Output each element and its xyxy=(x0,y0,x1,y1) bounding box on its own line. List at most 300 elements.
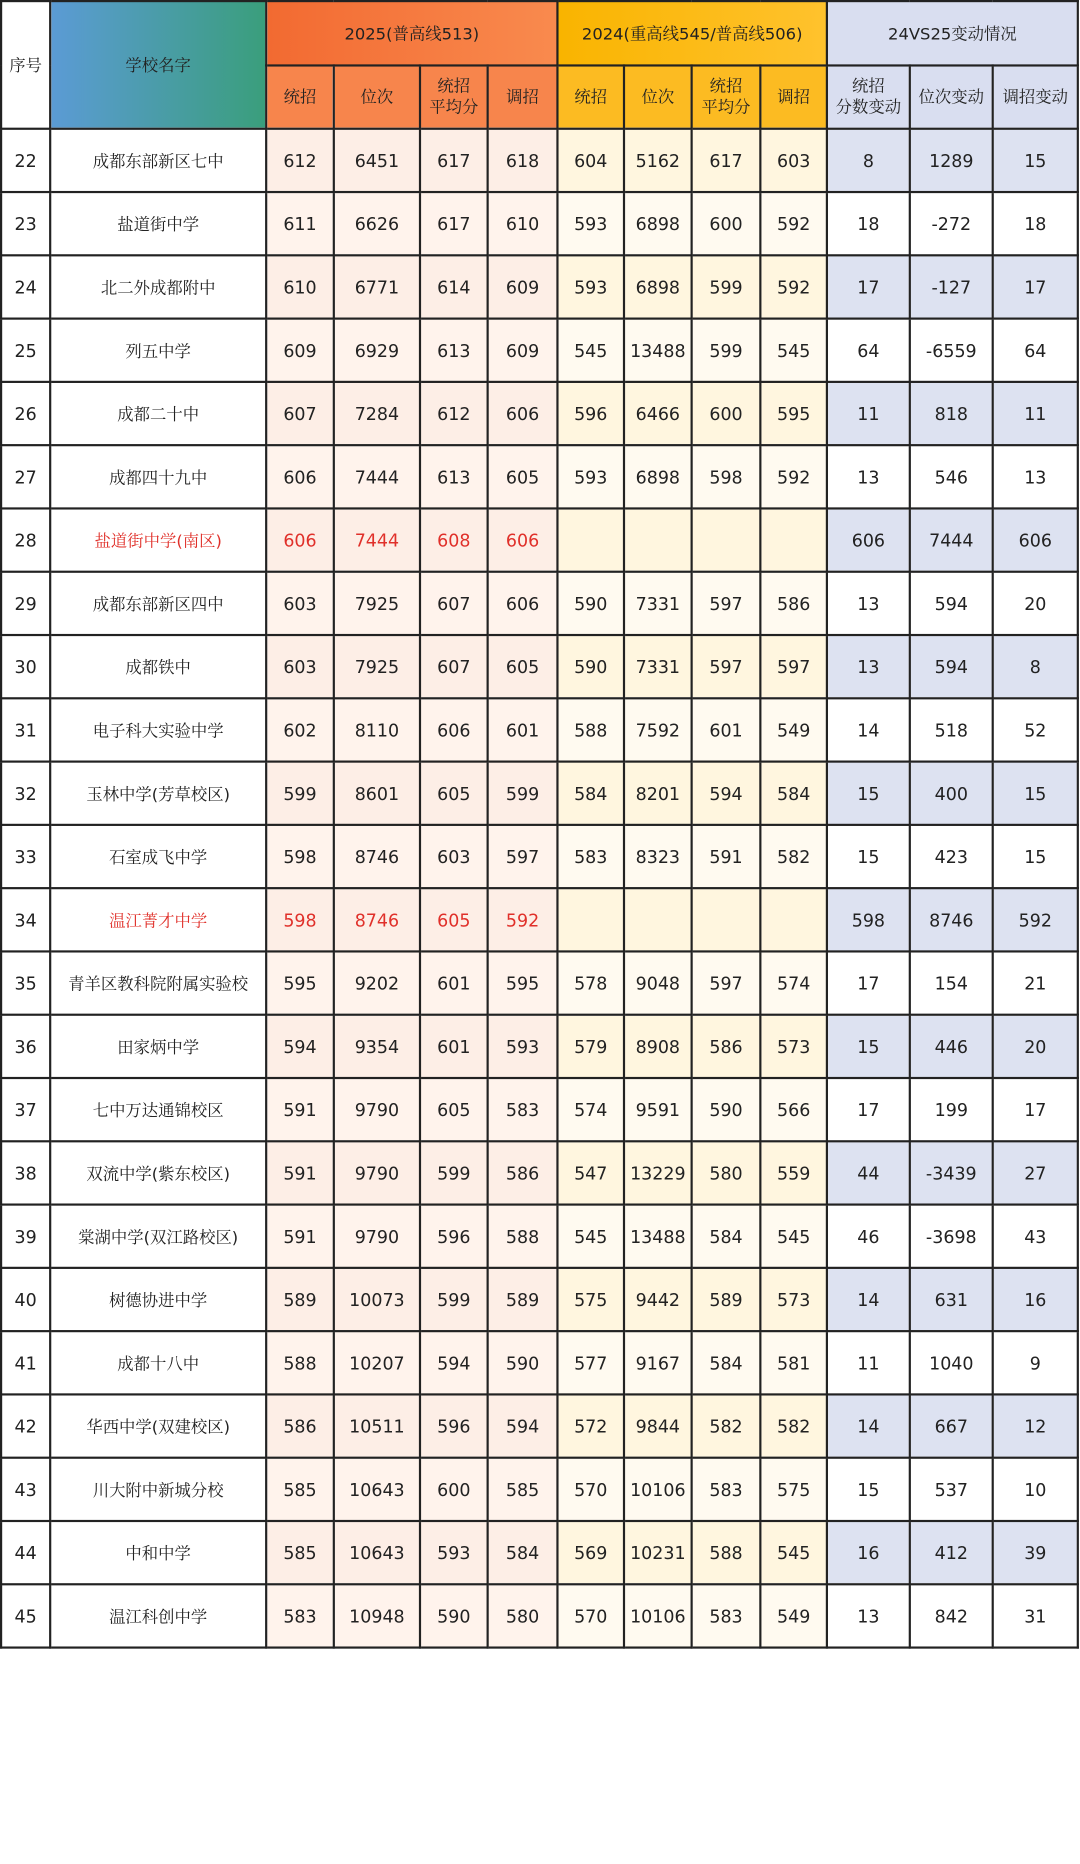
cell-2025-rank: 6929 xyxy=(334,319,420,382)
row-seq: 37 xyxy=(1,1078,50,1141)
table-row xyxy=(1,762,1078,825)
row-school-name: 北二外成都附中 xyxy=(50,255,266,318)
cell-2025-tiaozhao: 597 xyxy=(488,825,558,888)
cell-2025-avg: 603 xyxy=(420,825,488,888)
cell-2024-avg: 601 xyxy=(692,698,761,761)
cell-2024-tiaozhao: 549 xyxy=(760,1584,827,1647)
table-row xyxy=(1,192,1078,255)
table-row xyxy=(1,255,1078,318)
table-row xyxy=(1,1521,1078,1584)
cell-2025-avg: 594 xyxy=(420,1331,488,1394)
cell-2025-tiaozhao: 586 xyxy=(488,1141,558,1204)
cell-2025-avg: 600 xyxy=(420,1458,488,1521)
cell-cmp-tiaozhao-change: 20 xyxy=(993,572,1078,635)
cell-cmp-rank-change: 7444 xyxy=(910,508,993,571)
cell-cmp-rank-change: 154 xyxy=(910,951,993,1014)
cell-cmp-rank-change: -3698 xyxy=(910,1205,993,1268)
row-school-name: 七中万达通锦校区 xyxy=(50,1078,266,1141)
cell-cmp-score-change: 11 xyxy=(827,382,910,445)
cell-cmp-tiaozhao-change: 8 xyxy=(993,635,1078,698)
cell-2024-tiaozhao: 575 xyxy=(760,1458,827,1521)
cell-2025-tiaozhao: 580 xyxy=(488,1584,558,1647)
cell-2025-tongzhao: 598 xyxy=(266,825,334,888)
cell-cmp-score-change: 44 xyxy=(827,1141,910,1204)
cell-2024-tiaozhao: 582 xyxy=(760,1394,827,1457)
cell-2025-rank: 10511 xyxy=(334,1394,420,1457)
cell-2025-rank: 7444 xyxy=(334,508,420,571)
cell-2024-avg: 584 xyxy=(692,1331,761,1394)
cell-2024-avg: 584 xyxy=(692,1205,761,1268)
cell-2024-tongzhao: 593 xyxy=(557,255,624,318)
cell-cmp-tiaozhao-change: 11 xyxy=(993,382,1078,445)
cell-2024-rank: 7592 xyxy=(624,698,692,761)
cell-2025-rank: 10643 xyxy=(334,1458,420,1521)
cell-2024-tongzhao: 583 xyxy=(557,825,624,888)
cell-2025-avg: 617 xyxy=(420,192,488,255)
cell-2024-rank: 10106 xyxy=(624,1458,692,1521)
table-row xyxy=(1,445,1078,508)
cell-2024-rank: 10231 xyxy=(624,1521,692,1584)
cell-2025-tiaozhao: 584 xyxy=(488,1521,558,1584)
cell-2024-tongzhao: 569 xyxy=(557,1521,624,1584)
cell-2024-avg: 586 xyxy=(692,1015,761,1078)
cell-2024-tiaozhao: 603 xyxy=(760,129,827,192)
cell-cmp-score-change: 17 xyxy=(827,255,910,318)
cell-cmp-score-change: 8 xyxy=(827,129,910,192)
cell-2025-tongzhao: 586 xyxy=(266,1394,334,1457)
cell-cmp-score-change: 13 xyxy=(827,1584,910,1647)
cell-cmp-tiaozhao-change: 17 xyxy=(993,255,1078,318)
cell-2025-tongzhao: 606 xyxy=(266,508,334,571)
cell-2024-tongzhao: 593 xyxy=(557,192,624,255)
row-seq: 45 xyxy=(1,1584,50,1647)
cell-cmp-tiaozhao-change: 31 xyxy=(993,1584,1078,1647)
table-row xyxy=(1,951,1078,1014)
cell-2025-tongzhao: 591 xyxy=(266,1078,334,1141)
cell-cmp-score-change: 598 xyxy=(827,888,910,951)
cell-2025-avg: 601 xyxy=(420,1015,488,1078)
cell-2024-tiaozhao xyxy=(760,888,827,951)
cell-2025-rank: 8746 xyxy=(334,888,420,951)
cell-cmp-score-change: 15 xyxy=(827,1458,910,1521)
header-group-2025: 2025(普高线513) xyxy=(266,1,557,65)
table-row xyxy=(1,1015,1078,1078)
header-2025-rank: 位次 xyxy=(334,65,420,128)
cell-2025-tongzhao: 607 xyxy=(266,382,334,445)
cell-cmp-score-change: 15 xyxy=(827,1015,910,1078)
row-seq: 38 xyxy=(1,1141,50,1204)
cell-cmp-tiaozhao-change: 43 xyxy=(993,1205,1078,1268)
cell-2024-tiaozhao: 573 xyxy=(760,1015,827,1078)
cell-cmp-score-change: 13 xyxy=(827,572,910,635)
cell-cmp-tiaozhao-change: 27 xyxy=(993,1141,1078,1204)
cell-2024-tiaozhao: 559 xyxy=(760,1141,827,1204)
table-row xyxy=(1,508,1078,571)
cell-2025-avg: 614 xyxy=(420,255,488,318)
cell-2024-rank: 9591 xyxy=(624,1078,692,1141)
row-school-name: 成都东部新区七中 xyxy=(50,129,266,192)
cell-2025-avg: 608 xyxy=(420,508,488,571)
cell-2024-rank: 13488 xyxy=(624,1205,692,1268)
cell-cmp-score-change: 64 xyxy=(827,319,910,382)
cell-2024-tiaozhao: 592 xyxy=(760,192,827,255)
cell-cmp-score-change: 17 xyxy=(827,951,910,1014)
row-school-name: 盐道街中学 xyxy=(50,192,266,255)
table-row xyxy=(1,129,1078,192)
row-school-name: 玉林中学(芳草校区) xyxy=(50,762,266,825)
cell-2024-tongzhao: 545 xyxy=(557,1205,624,1268)
cell-2024-tongzhao: 584 xyxy=(557,762,624,825)
cell-cmp-rank-change: 199 xyxy=(910,1078,993,1141)
row-school-name: 温江科创中学 xyxy=(50,1584,266,1647)
cell-2024-rank: 6898 xyxy=(624,445,692,508)
cell-2024-tiaozhao: 592 xyxy=(760,255,827,318)
cell-cmp-score-change: 14 xyxy=(827,1394,910,1457)
table-row xyxy=(1,888,1078,951)
cell-2024-tongzhao: 578 xyxy=(557,951,624,1014)
cell-2025-tiaozhao: 599 xyxy=(488,762,558,825)
cell-2024-tongzhao: 590 xyxy=(557,635,624,698)
cell-cmp-score-change: 15 xyxy=(827,762,910,825)
table-row xyxy=(1,319,1078,382)
row-school-name: 成都铁中 xyxy=(50,635,266,698)
cell-2025-tongzhao: 603 xyxy=(266,635,334,698)
header-2024-tiaozhao: 调招 xyxy=(760,65,827,128)
cell-2024-avg: 599 xyxy=(692,255,761,318)
header-seq: 序号 xyxy=(1,1,50,129)
cell-2024-tiaozhao: 586 xyxy=(760,572,827,635)
table-row xyxy=(1,825,1078,888)
cell-cmp-tiaozhao-change: 10 xyxy=(993,1458,1078,1521)
row-seq: 34 xyxy=(1,888,50,951)
cell-2024-rank xyxy=(624,508,692,571)
row-school-name: 成都二十中 xyxy=(50,382,266,445)
cell-2025-tiaozhao: 601 xyxy=(488,698,558,761)
cell-2025-rank: 7925 xyxy=(334,572,420,635)
cell-2024-tongzhao xyxy=(557,888,624,951)
cell-2024-avg: 617 xyxy=(692,129,761,192)
header-cmp-rank-change: 位次变动 xyxy=(910,65,993,128)
cell-cmp-rank-change: 537 xyxy=(910,1458,993,1521)
cell-cmp-tiaozhao-change: 15 xyxy=(993,825,1078,888)
cell-cmp-tiaozhao-change: 20 xyxy=(993,1015,1078,1078)
cell-2025-rank: 7925 xyxy=(334,635,420,698)
cell-2024-avg: 583 xyxy=(692,1584,761,1647)
cell-cmp-rank-change: 518 xyxy=(910,698,993,761)
cell-2024-tongzhao: 545 xyxy=(557,319,624,382)
cell-2024-tongzhao: 574 xyxy=(557,1078,624,1141)
cell-2024-rank: 13229 xyxy=(624,1141,692,1204)
cell-cmp-score-change: 606 xyxy=(827,508,910,571)
cell-cmp-score-change: 46 xyxy=(827,1205,910,1268)
cell-cmp-score-change: 15 xyxy=(827,825,910,888)
cell-2025-tiaozhao: 588 xyxy=(488,1205,558,1268)
header-school-name: 学校名字 xyxy=(50,1,266,129)
cell-cmp-tiaozhao-change: 16 xyxy=(993,1268,1078,1331)
cell-2024-avg: 600 xyxy=(692,382,761,445)
cell-cmp-score-change: 14 xyxy=(827,1268,910,1331)
cell-2025-rank: 6771 xyxy=(334,255,420,318)
row-seq: 25 xyxy=(1,319,50,382)
cell-2025-avg: 590 xyxy=(420,1584,488,1647)
cell-2025-avg: 605 xyxy=(420,762,488,825)
cell-2025-tongzhao: 585 xyxy=(266,1521,334,1584)
cell-2025-tongzhao: 585 xyxy=(266,1458,334,1521)
cell-2025-tongzhao: 598 xyxy=(266,888,334,951)
cell-2025-tiaozhao: 605 xyxy=(488,445,558,508)
cell-2024-tongzhao: 575 xyxy=(557,1268,624,1331)
row-seq: 43 xyxy=(1,1458,50,1521)
row-school-name: 华西中学(双建校区) xyxy=(50,1394,266,1457)
cell-cmp-rank-change: 546 xyxy=(910,445,993,508)
cell-2025-tiaozhao: 618 xyxy=(488,129,558,192)
cell-2025-rank: 9790 xyxy=(334,1141,420,1204)
cell-cmp-tiaozhao-change: 15 xyxy=(993,762,1078,825)
cell-2025-rank: 6451 xyxy=(334,129,420,192)
cell-cmp-tiaozhao-change: 52 xyxy=(993,698,1078,761)
cell-2024-avg: 599 xyxy=(692,319,761,382)
cell-2025-rank: 10207 xyxy=(334,1331,420,1394)
cell-2025-avg: 605 xyxy=(420,888,488,951)
cell-2024-tiaozhao: 573 xyxy=(760,1268,827,1331)
cell-2025-tiaozhao: 605 xyxy=(488,635,558,698)
cell-2025-tongzhao: 591 xyxy=(266,1141,334,1204)
cell-cmp-rank-change: 8746 xyxy=(910,888,993,951)
row-school-name: 成都十八中 xyxy=(50,1331,266,1394)
cell-2025-avg: 606 xyxy=(420,698,488,761)
cell-2024-tongzhao: 570 xyxy=(557,1458,624,1521)
cell-2024-rank: 10106 xyxy=(624,1584,692,1647)
row-school-name: 石室成飞中学 xyxy=(50,825,266,888)
cell-2024-tiaozhao: 584 xyxy=(760,762,827,825)
cell-2025-tiaozhao: 609 xyxy=(488,319,558,382)
cell-cmp-score-change: 18 xyxy=(827,192,910,255)
cell-cmp-tiaozhao-change: 592 xyxy=(993,888,1078,951)
cell-2025-tiaozhao: 595 xyxy=(488,951,558,1014)
cell-2024-avg xyxy=(692,508,761,571)
cell-2024-rank: 9844 xyxy=(624,1394,692,1457)
table-row xyxy=(1,1584,1078,1647)
cell-2024-avg: 589 xyxy=(692,1268,761,1331)
cell-2025-tongzhao: 609 xyxy=(266,319,334,382)
cell-2024-tiaozhao xyxy=(760,508,827,571)
row-seq: 44 xyxy=(1,1521,50,1584)
cell-2025-tiaozhao: 606 xyxy=(488,572,558,635)
cell-2024-rank: 8201 xyxy=(624,762,692,825)
cell-cmp-tiaozhao-change: 18 xyxy=(993,192,1078,255)
row-seq: 27 xyxy=(1,445,50,508)
cell-2024-rank: 13488 xyxy=(624,319,692,382)
row-seq: 30 xyxy=(1,635,50,698)
cell-2024-rank: 9048 xyxy=(624,951,692,1014)
cell-2025-tongzhao: 589 xyxy=(266,1268,334,1331)
row-seq: 32 xyxy=(1,762,50,825)
row-seq: 42 xyxy=(1,1394,50,1457)
cell-2025-tongzhao: 602 xyxy=(266,698,334,761)
cell-cmp-tiaozhao-change: 17 xyxy=(993,1078,1078,1141)
cell-2025-rank: 9790 xyxy=(334,1205,420,1268)
row-school-name: 成都四十九中 xyxy=(50,445,266,508)
cell-2024-avg: 600 xyxy=(692,192,761,255)
cell-cmp-tiaozhao-change: 606 xyxy=(993,508,1078,571)
cell-2024-tongzhao: 572 xyxy=(557,1394,624,1457)
cell-cmp-rank-change: 412 xyxy=(910,1521,993,1584)
table-row xyxy=(1,635,1078,698)
cell-2024-tiaozhao: 597 xyxy=(760,635,827,698)
cell-2024-rank: 7331 xyxy=(624,572,692,635)
cell-2024-rank: 6898 xyxy=(624,192,692,255)
cell-2024-tongzhao: 588 xyxy=(557,698,624,761)
header-2025-tongzhao: 统招 xyxy=(266,65,334,128)
cell-2025-tiaozhao: 585 xyxy=(488,1458,558,1521)
cell-2024-tiaozhao: 595 xyxy=(760,382,827,445)
cell-cmp-rank-change: -272 xyxy=(910,192,993,255)
cell-2024-rank: 8908 xyxy=(624,1015,692,1078)
cell-2024-tongzhao: 593 xyxy=(557,445,624,508)
cell-2025-tongzhao: 599 xyxy=(266,762,334,825)
cell-2025-tongzhao: 611 xyxy=(266,192,334,255)
table-row xyxy=(1,698,1078,761)
row-seq: 39 xyxy=(1,1205,50,1268)
table-row xyxy=(1,1394,1078,1457)
header-2024-avg: 统招 平均分 xyxy=(692,65,761,128)
row-seq: 24 xyxy=(1,255,50,318)
cell-2024-tiaozhao: 545 xyxy=(760,319,827,382)
row-seq: 31 xyxy=(1,698,50,761)
cell-2024-tongzhao: 547 xyxy=(557,1141,624,1204)
cell-2025-rank: 6626 xyxy=(334,192,420,255)
row-school-name: 成都东部新区四中 xyxy=(50,572,266,635)
cell-2024-tiaozhao: 592 xyxy=(760,445,827,508)
row-seq: 35 xyxy=(1,951,50,1014)
table-row xyxy=(1,1458,1078,1521)
cell-2024-avg: 582 xyxy=(692,1394,761,1457)
cell-2025-avg: 605 xyxy=(420,1078,488,1141)
cell-2024-tiaozhao: 549 xyxy=(760,698,827,761)
cell-2025-rank: 7284 xyxy=(334,382,420,445)
cell-2024-avg xyxy=(692,888,761,951)
row-seq: 23 xyxy=(1,192,50,255)
cell-2025-tiaozhao: 583 xyxy=(488,1078,558,1141)
cell-2025-tongzhao: 603 xyxy=(266,572,334,635)
row-school-name: 温江菁才中学 xyxy=(50,888,266,951)
cell-cmp-score-change: 14 xyxy=(827,698,910,761)
table-row xyxy=(1,382,1078,445)
cell-cmp-score-change: 13 xyxy=(827,445,910,508)
table-row xyxy=(1,1268,1078,1331)
cell-cmp-tiaozhao-change: 12 xyxy=(993,1394,1078,1457)
row-school-name: 盐道街中学(南区) xyxy=(50,508,266,571)
cell-2024-avg: 597 xyxy=(692,572,761,635)
table-row xyxy=(1,1205,1078,1268)
cell-2025-avg: 599 xyxy=(420,1268,488,1331)
header-2025-avg: 统招 平均分 xyxy=(420,65,488,128)
cell-2025-rank: 8601 xyxy=(334,762,420,825)
table-row xyxy=(1,1078,1078,1141)
header-group-compare: 24VS25变动情况 xyxy=(827,1,1078,65)
cell-cmp-score-change: 17 xyxy=(827,1078,910,1141)
cell-2024-rank: 8323 xyxy=(624,825,692,888)
cell-2024-avg: 583 xyxy=(692,1458,761,1521)
cell-2024-tongzhao: 577 xyxy=(557,1331,624,1394)
header-cmp-score-change: 统招 分数变动 xyxy=(827,65,910,128)
row-seq: 22 xyxy=(1,129,50,192)
cell-2025-avg: 593 xyxy=(420,1521,488,1584)
cell-cmp-rank-change: 446 xyxy=(910,1015,993,1078)
row-seq: 40 xyxy=(1,1268,50,1331)
row-school-name: 双流中学(紫东校区) xyxy=(50,1141,266,1204)
row-school-name: 川大附中新城分校 xyxy=(50,1458,266,1521)
cell-2024-tongzhao: 590 xyxy=(557,572,624,635)
cell-2025-avg: 596 xyxy=(420,1394,488,1457)
cell-cmp-tiaozhao-change: 21 xyxy=(993,951,1078,1014)
cell-2025-tiaozhao: 593 xyxy=(488,1015,558,1078)
cell-cmp-rank-change: 818 xyxy=(910,382,993,445)
cell-2025-avg: 596 xyxy=(420,1205,488,1268)
cell-2025-tiaozhao: 589 xyxy=(488,1268,558,1331)
cell-2025-tongzhao: 610 xyxy=(266,255,334,318)
cell-2025-avg: 617 xyxy=(420,129,488,192)
cell-2025-rank: 10948 xyxy=(334,1584,420,1647)
cell-2025-avg: 601 xyxy=(420,951,488,1014)
cell-cmp-rank-change: 594 xyxy=(910,572,993,635)
cell-2024-tiaozhao: 566 xyxy=(760,1078,827,1141)
cell-2025-avg: 607 xyxy=(420,572,488,635)
row-seq: 28 xyxy=(1,508,50,571)
cell-cmp-rank-change: 400 xyxy=(910,762,993,825)
cell-2024-tiaozhao: 545 xyxy=(760,1521,827,1584)
row-school-name: 电子科大实验中学 xyxy=(50,698,266,761)
row-school-name: 青羊区教科院附属实验校 xyxy=(50,951,266,1014)
cell-2024-rank: 6466 xyxy=(624,382,692,445)
cell-2024-avg: 598 xyxy=(692,445,761,508)
cell-2025-tongzhao: 612 xyxy=(266,129,334,192)
cell-2025-tiaozhao: 592 xyxy=(488,888,558,951)
cell-cmp-score-change: 13 xyxy=(827,635,910,698)
cell-cmp-rank-change: -127 xyxy=(910,255,993,318)
cell-2025-tongzhao: 588 xyxy=(266,1331,334,1394)
table-row xyxy=(1,572,1078,635)
cell-2025-tiaozhao: 609 xyxy=(488,255,558,318)
header-group-2024: 2024(重高线545/普高线506) xyxy=(557,1,826,65)
header-2025-tiaozhao: 调招 xyxy=(488,65,558,128)
row-seq: 29 xyxy=(1,572,50,635)
cell-2024-avg: 580 xyxy=(692,1141,761,1204)
row-seq: 26 xyxy=(1,382,50,445)
cell-cmp-rank-change: 667 xyxy=(910,1394,993,1457)
cell-2024-avg: 588 xyxy=(692,1521,761,1584)
cell-2025-rank: 10073 xyxy=(334,1268,420,1331)
cell-2025-avg: 607 xyxy=(420,635,488,698)
cell-2024-tongzhao: 570 xyxy=(557,1584,624,1647)
header-2024-tongzhao: 统招 xyxy=(557,65,624,128)
row-school-name: 棠湖中学(双江路校区) xyxy=(50,1205,266,1268)
cell-2024-rank: 9167 xyxy=(624,1331,692,1394)
cell-2024-tongzhao: 604 xyxy=(557,129,624,192)
cell-2025-avg: 613 xyxy=(420,445,488,508)
cell-cmp-score-change: 16 xyxy=(827,1521,910,1584)
cell-2024-tiaozhao: 582 xyxy=(760,825,827,888)
table-row xyxy=(1,1331,1078,1394)
cell-2025-tongzhao: 591 xyxy=(266,1205,334,1268)
cell-2025-rank: 8110 xyxy=(334,698,420,761)
cell-2024-tongzhao xyxy=(557,508,624,571)
cell-2025-avg: 599 xyxy=(420,1141,488,1204)
cell-2025-avg: 613 xyxy=(420,319,488,382)
cell-2025-rank: 8746 xyxy=(334,825,420,888)
cell-2024-avg: 591 xyxy=(692,825,761,888)
cell-2025-tongzhao: 595 xyxy=(266,951,334,1014)
